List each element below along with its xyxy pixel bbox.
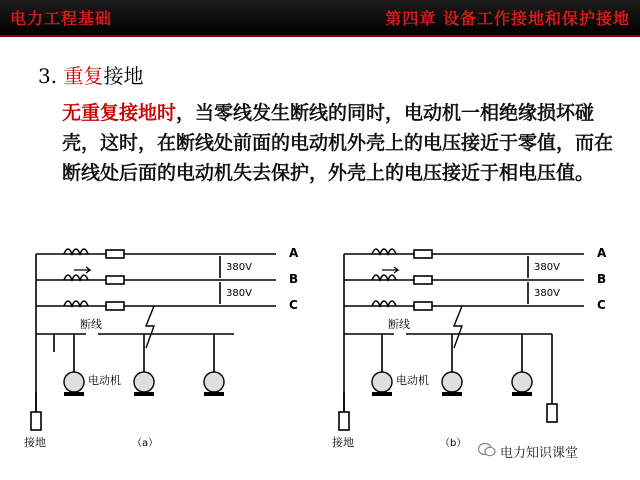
phase-label-c: C: [597, 298, 606, 312]
voltage-label-1: 380V: [534, 262, 560, 273]
motor-label: 电动机: [396, 374, 429, 387]
caption-a: （a）: [132, 438, 159, 449]
break-label: 断线: [80, 318, 102, 331]
diagram-b: [322, 232, 617, 454]
paragraph-body: ，当零线发生断线的同时，电动机一相绝缘损坏碰壳，这时，在断线处前面的电动机外壳上的电压接近于零值，而在断线处后面的电动机失去保护，外壳上的电压接近于相电压值。: [62, 102, 614, 184]
ground-label: 接地: [332, 436, 354, 449]
section-heading: [38, 60, 143, 89]
header-divider: [0, 35, 640, 37]
phase-label-a: A: [289, 246, 299, 260]
diagram-a: [14, 232, 309, 454]
voltage-label-1: 380V: [226, 262, 252, 273]
section-title-rest: 接地: [103, 64, 144, 88]
phase-label-b: B: [289, 272, 299, 286]
section-number: 3.: [38, 64, 58, 88]
chapter-title: 第四章 设备工作接地和保护接地: [385, 9, 630, 28]
paragraph-lead: 无重复接地时: [62, 102, 177, 124]
motor-label: 电动机: [88, 374, 121, 387]
ground-label: 接地: [24, 436, 46, 449]
phase-label-c: C: [289, 298, 298, 312]
wechat-icon: [478, 442, 496, 458]
voltage-label-2: 380V: [534, 288, 560, 299]
phase-label-a: A: [597, 246, 607, 260]
body-paragraph: [62, 98, 622, 188]
watermark-text: 电力知识课堂: [500, 446, 579, 461]
break-label: 断线: [388, 318, 410, 331]
section-title-highlight: 重复: [63, 64, 104, 88]
phase-label-b: B: [597, 272, 607, 286]
course-title: 电力工程基础: [10, 9, 113, 28]
voltage-label-2: 380V: [226, 288, 252, 299]
caption-b: （b）: [440, 438, 467, 449]
